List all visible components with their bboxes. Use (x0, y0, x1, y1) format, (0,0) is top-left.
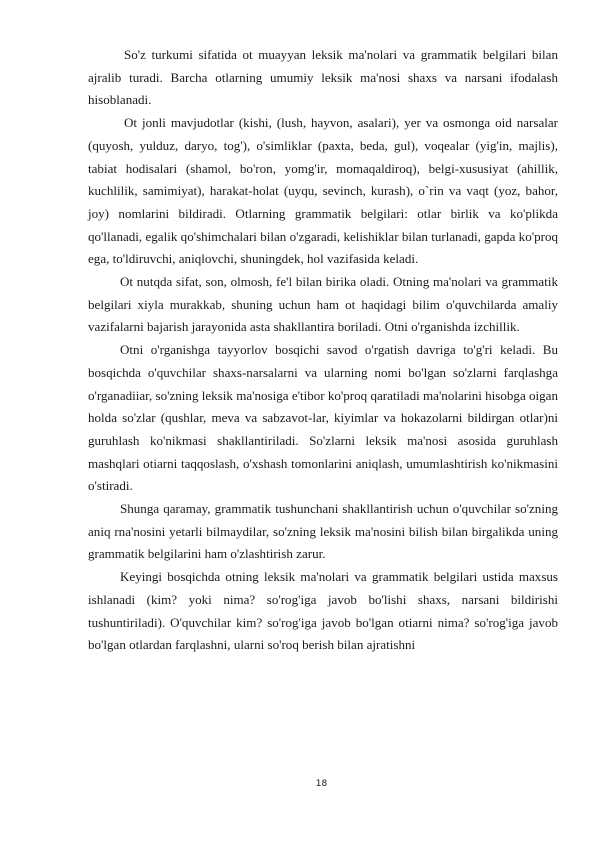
paragraph-3: Ot nutqda sifat, son, olmosh, fe'l bilan birika oladi. Otning ma'nolari va grammatik belgilari xiyla murakkab, shuning uchun ham ot haqidagi bilim o'quvchilarda amaliy vazifalarni bajarish jarayonida asta shakllantira boriladi. Otni o'rganishda izchillik. (88, 274, 558, 335)
page-number: 18 (315, 779, 328, 789)
paragraph-5: Shunga qaramay, grammatik tushunchani shakllantirish uchun o'quvchilar so'zning aniq rna'nosini yetarli bilmaydilar, so'zning leksik ma'nosini bilish bilan birgalikda uning grammatik belgilarini ham o'zlashtirish zarur. (88, 501, 558, 562)
paragraph-1: So'z turkumi sifatida ot muayyan leksik ma'nolari va grammatik belgilari bilan ajralib turadi. Barcha otlarning umumiy leksik ma'nosi shaxs va narsani ifodalash hisoblanadi. (88, 47, 558, 108)
document-body (88, 44, 558, 657)
paragraph-6: Keyingi bosqichda otning leksik ma'nolari va grammatik belgilari ustida maxsus ishlanadi (kim? yoki nima? so'rog'iga javob bo'lishi shaxs, narsani bildirishi tushuntiriladi). O'quvchilar kim? so'rog'iga javob bo'lgan otiarni nima? so'rog'iga javob bo'lgan otlardan farqlashni, ularni so'roq berish bilan ajratishni (88, 569, 558, 653)
paragraph-2: Ot jonli mavjudotlar (kishi, (lush, hayvon, asalari), yer va osmonga oid narsalar (quyosh, yulduz, daryo, tog'), o'simliklar (paxta, beda, gul), voqealar (yig'in, majlis), tabiat hodisalari (shamol, bo'ron, yomg'ir, momaqaldiroq), belgi-xususiyat (ahillik, kuchlilik, samimiyat), harakat-holat (uyqu, sevinch, kurash), o`rin va vaqt (yoz, bahor, joy) nomlarini bildiradi. Otlarning grammatik belgilari: otlar birlik va ko'plikda qo'llanadi, egalik qo'shimchalari bilan o'zgaradi, kelishiklar bilan turlanadi, gapda ko'proq ega, to'ldiruvchi, aniqlovchi, shuningdek, hol vazifasida keladi. (88, 115, 558, 267)
paragraph-4: Otni o'rganishga tayyorlov bosqichi savod o'rgatish davriga to'g'ri keladi. Bu bosqichda o'quvchilar shaxs-narsalarni va ularning nomi bo'lgan so'zlarni farqlashga o'rganadiiar, so'zning leksik ma'nosiga e'tibor ko'proq qaratiladi ma'nolarini hisobga oigan holda so'zlar (qushlar, meva va sabzavot-lar, kiyimlar va hokazolarni bildirgan otlar)ni guruhlash ko'nikmasi shakllantiriladi. So'zlarni leksik ma'nosi asosida guruhlash mashqlari otiarni taqqoslash, o'xshash tomonlarini aniqlash, umumlashtirish ko'nikmasini o'stiradi. (88, 342, 558, 494)
